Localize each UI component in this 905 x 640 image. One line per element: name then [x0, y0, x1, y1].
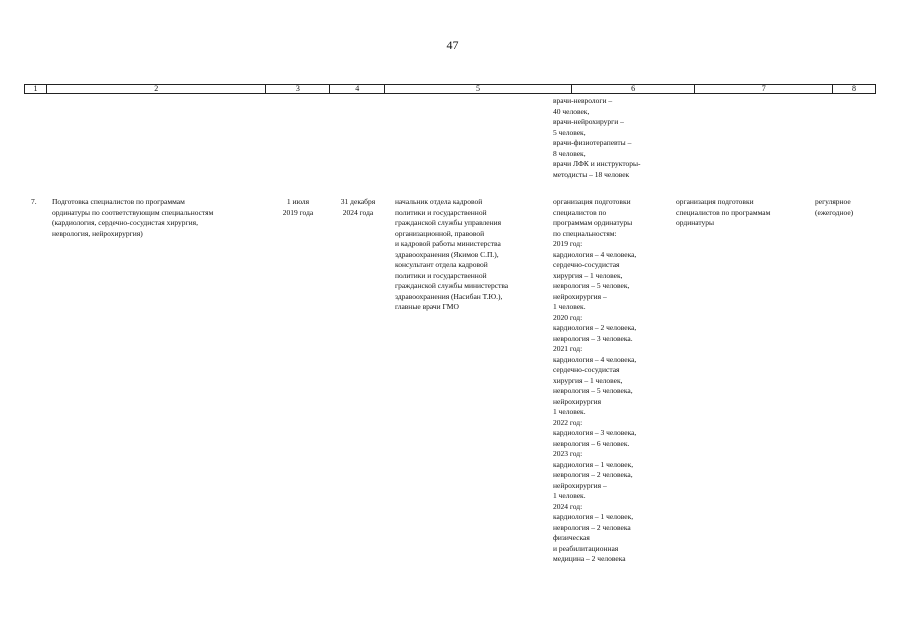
column-header-2: 2: [47, 85, 266, 93]
start-date-cell: 1 июля 2019 года: [282, 197, 314, 217]
continuation-result-cell: врачи-неврологи – 40 человек, врачи-нейрохирурги – 5 человек, врачи-физиотерапевты – 8 человек, врачи ЛФК и инструкторы- методисты – 18 человек: [553, 96, 641, 179]
result-cell: организация подготовки специалистов по программам ординатуры по специальностям: 2019 год: кардиология – 4 человека, сердечно-сосудистая хирургия – 1 человек, неврология – 5 человек, нейрохирургия – 1 человек. 2020 год: кардиология – 2 человека, неврология – 3 человека. 2021 год: кардиология – 4 человека, сердечно-сосудистая хирургия – 1 человек, неврология – 5 человека, нейрохирургия 1 человек. 2022 год: кардиология – 3 человека, неврология – 6 человек. 2023 год: кардиология – 1 человек, неврология – 2 человека, нейрохирургия – 1 человек. 2024 год: кардиология – 1 человек, неврология – 2 человека физическая и реабилитационная медицина – 2 человека: [553, 197, 637, 563]
column-header-4: 4: [330, 85, 385, 93]
column-header-8: 8: [852, 84, 857, 93]
row-number-cell: 7.: [31, 197, 37, 206]
column-header-6: 6: [572, 85, 696, 93]
event-name-cell: Подготовка специалистов по программам ординатуры по соответствующим специальностям (кардиология, сердечно-сосудистая хирургия, неврология, нейрохирургия): [52, 197, 214, 238]
frequency-cell: регулярное (ежегодное): [815, 197, 854, 217]
end-date-cell: 31 декабря 2024 года: [340, 197, 376, 217]
column-header-5: 5: [385, 85, 572, 93]
table-header-row: [24, 84, 876, 94]
column-header-7: 7: [695, 85, 833, 93]
indicator-cell: организация подготовки специалистов по программам ординатуры: [676, 197, 771, 227]
responsible-cell: начальник отдела кадровой политики и государственной гражданской службы управления организационной, правовой и кадровой работы министерства здравоохранения (Якимов С.П.), консультант отдела кадровой политики и государственной гражданской службы министерства здравоохранения (Насибан Т.Ю.), главные врачи ГМО: [395, 197, 509, 311]
column-header-3: 3: [266, 85, 330, 93]
page-number: 47: [446, 38, 459, 52]
column-header-1: 1: [25, 85, 47, 93]
